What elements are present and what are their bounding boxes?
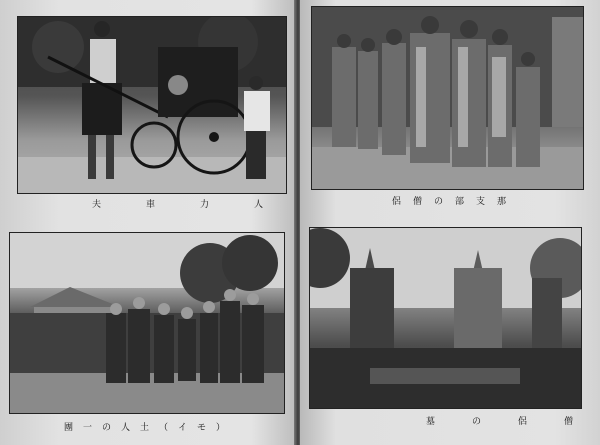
- caption-villagers-group: 團一の人土（イモ）: [64, 423, 236, 433]
- monks-tombs-photo: [309, 227, 582, 409]
- caption-rickshaw-man: 夫 車 力 人: [92, 200, 282, 210]
- left-page: [0, 0, 296, 445]
- villagers-group-photo: [9, 232, 285, 414]
- right-page: [300, 0, 600, 445]
- monks-group-photo: [311, 6, 584, 190]
- rickshaw-photo: [17, 16, 287, 194]
- caption-monks-tombs: 墓 の 侶 僧: [426, 417, 588, 427]
- caption-monks-group: 侶僧の部支那: [392, 197, 519, 207]
